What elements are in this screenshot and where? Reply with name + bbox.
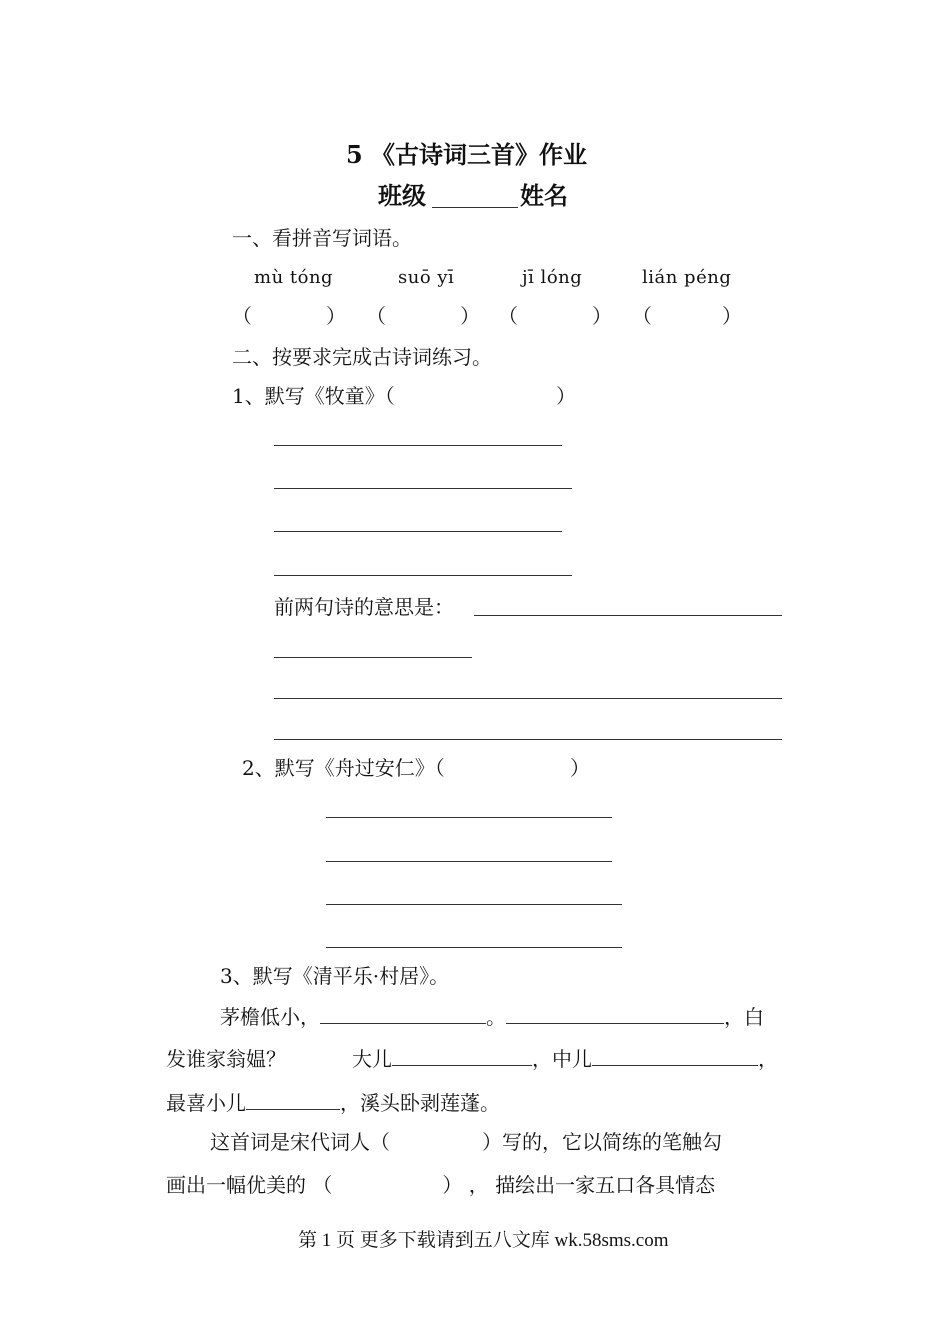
q2-paren-close: ） bbox=[570, 756, 590, 780]
q1-answer-line-4[interactable] bbox=[274, 575, 572, 576]
poem-blank-3[interactable] bbox=[392, 1049, 532, 1066]
poem-text: 这首词是宋代词人（ bbox=[210, 1130, 390, 1154]
pinyin-1: mù tóng bbox=[254, 267, 334, 288]
poem-text: ，溪头卧剥莲蓬。 bbox=[340, 1091, 500, 1115]
q2-answer-line-3[interactable] bbox=[326, 904, 622, 905]
poem-text: 发谁家翁媪？ bbox=[166, 1047, 286, 1071]
poem-text: 茅檐低小， bbox=[220, 1005, 320, 1029]
q3-line-1 bbox=[220, 1005, 764, 1029]
section2-heading: 二、按要求完成古诗词练习。 bbox=[232, 345, 492, 369]
q3-line-3 bbox=[166, 1091, 500, 1115]
pinyin-4: lián péng bbox=[642, 267, 732, 288]
paren-open: （ bbox=[632, 304, 652, 328]
paren-open: （ bbox=[498, 304, 518, 328]
poem-blank-1[interactable] bbox=[320, 1007, 486, 1024]
name-label: 姓名 bbox=[520, 181, 568, 210]
q1-meaning-line-1[interactable] bbox=[474, 615, 782, 616]
q1-meaning-line-4[interactable] bbox=[274, 739, 782, 740]
poem-text: ）写的，它以简练的笔触勾 bbox=[482, 1130, 722, 1154]
poem-text: 画出一幅优美的 （ bbox=[166, 1173, 333, 1197]
page-footer: 第 1 页 更多下载请到五八文库 wk.58sms.com bbox=[298, 1230, 669, 1251]
q1-paren-close: ） bbox=[556, 384, 576, 408]
q2-answer-line-4[interactable] bbox=[326, 947, 622, 948]
q2-answer-line-2[interactable] bbox=[326, 861, 612, 862]
poem-text: ） ， 描绘出一家五口各具情态 bbox=[442, 1173, 716, 1197]
section1-heading: 一、看拼音写词语。 bbox=[232, 226, 412, 250]
q3-label: 3、默写《清平乐·村居》。 bbox=[220, 964, 450, 988]
poem-blank-4[interactable] bbox=[592, 1049, 758, 1066]
q2-label: 2、默写《舟过安仁》（ bbox=[242, 756, 445, 780]
q1-label: 1、默写《牧童》（ bbox=[232, 384, 395, 408]
paren-open: （ bbox=[366, 304, 386, 328]
q1-meaning-line-2[interactable] bbox=[274, 657, 472, 658]
q3-line-5 bbox=[166, 1173, 715, 1197]
q2-answer-line-1[interactable] bbox=[326, 817, 612, 818]
q3-line-2 bbox=[166, 1047, 778, 1071]
pinyin-3: jī lóng bbox=[522, 267, 583, 288]
paren-close: ） bbox=[460, 304, 480, 328]
paren-open: （ bbox=[232, 304, 252, 328]
paren-close: ） bbox=[722, 304, 742, 328]
pinyin-2: suō yī bbox=[398, 267, 455, 288]
poem-text: ， bbox=[758, 1047, 778, 1071]
paren-close: ） bbox=[326, 304, 346, 328]
q1-answer-line-2[interactable] bbox=[274, 488, 572, 489]
q1-answer-line-1[interactable] bbox=[274, 445, 562, 446]
q3-line-4 bbox=[210, 1130, 722, 1154]
poem-text: 大儿 bbox=[352, 1047, 392, 1071]
poem-text: ，中儿 bbox=[532, 1047, 592, 1071]
page-title: 5 《古诗词三首》作业 bbox=[346, 140, 588, 169]
q1-meaning-line-3[interactable] bbox=[274, 698, 782, 699]
q1-meaning-label: 前两句诗的意思是： bbox=[274, 595, 454, 619]
poem-text: 。 bbox=[486, 1005, 506, 1029]
paren-close: ） bbox=[592, 304, 612, 328]
poem-blank-2[interactable] bbox=[506, 1007, 724, 1024]
class-blank[interactable] bbox=[432, 207, 518, 208]
poem-text: 最喜小儿 bbox=[166, 1091, 246, 1115]
poem-text: ，白 bbox=[724, 1005, 764, 1029]
q1-answer-line-3[interactable] bbox=[274, 531, 562, 532]
poem-blank-5[interactable] bbox=[246, 1093, 340, 1110]
class-label: 班级 bbox=[378, 181, 426, 210]
